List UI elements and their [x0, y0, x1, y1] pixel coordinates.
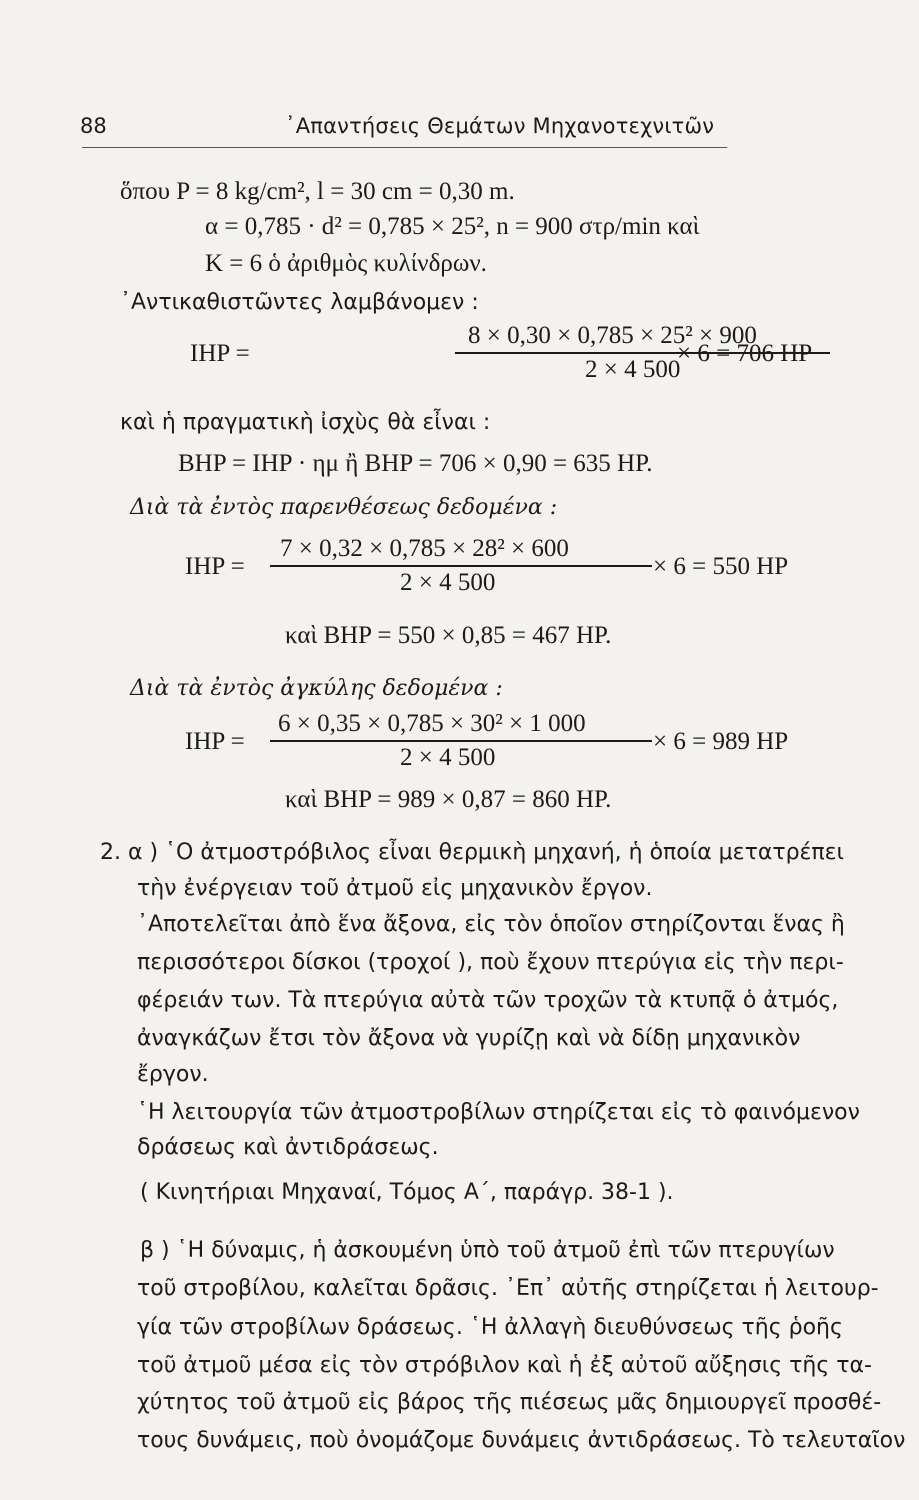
formula-numerator: 6 × 0,35 × 0,785 × 30² × 1 000	[278, 710, 586, 737]
bhp-line-1: BHP = IHP · ημ ἢ BHP = 706 × 0,90 = 635 HP.	[178, 450, 653, 477]
text-line: τὴν ἐνέργειαν τοῦ ἀτμοῦ εἰς μηχανικὸν ἔργον.	[137, 876, 653, 901]
formula-result: × 6 = 550 HP	[653, 553, 789, 580]
text-line: 2. α ) ῾Ο ἀτμοστρόβιλος εἶναι θερμικὴ μηχανή, ἡ ὁποία μετατρέπει	[100, 840, 845, 865]
ihp-formula-1	[190, 324, 830, 394]
bhp-line-3: καὶ BHP = 989 × 0,87 = 860 HP.	[285, 786, 612, 813]
text-line: φέρειάν των. Τὰ πτερύγια αὐτὰ τῶν τροχῶν τὰ κτυπᾷ ὁ ἀτμός,	[137, 988, 839, 1013]
text-line: β ) ῾Η δύναμις, ἡ ἀσκουμένη ὑπὸ τοῦ ἀτμοῦ ἐπὶ τῶν πτερυγίων	[140, 1238, 835, 1263]
substituting-text: ᾿Αντικαθιστῶντες λαμβάνομεν :	[120, 290, 479, 315]
text-line: ἔργον.	[137, 1062, 209, 1087]
formula-numerator: 8 × 0,30 × 0,785 × 25² × 900	[468, 322, 757, 349]
text-line: περισσότεροι δίσκοι (τροχοί ), ποὺ ἔχουν πτερύγια εἰς τὴν περι-	[137, 950, 844, 975]
text-line: τοῦ ἀτμοῦ μέσα εἰς τὸν στρόβιλον καὶ ἡ ἐξ αὐτοῦ αὔξησις τῆς τα-	[137, 1353, 872, 1378]
ihp-formula-2	[185, 537, 825, 607]
fraction-bar	[270, 565, 652, 567]
header-rule	[82, 147, 727, 148]
text-line: τους δυνάμεις, ποὺ ὀνομάζομε δυνάμεις ἀντιδράσεως. Τὸ τελευταῖον	[137, 1428, 906, 1453]
formula-numerator: 7 × 0,32 × 0,785 × 28² × 600	[280, 535, 569, 562]
parentheses-data-heading: Διὰ τὰ ἐντὸς παρενθέσεως δεδομένα :	[130, 495, 558, 520]
page-header	[0, 108, 919, 148]
given-values-line-2: α = 0,785 · d² = 0,785 × 25², n = 900 στρ/min καὶ	[205, 213, 700, 240]
formula-denominator: 2 × 4 500	[400, 744, 496, 771]
text-line: ἀναγκάζων ἔτσι τὸν ἄξονα νὰ γυρίζῃ καὶ νὰ δίδῃ μηχανικὸν	[137, 1026, 801, 1051]
page-number: 88	[80, 114, 107, 138]
actual-power-text: καὶ ἡ πραγματικὴ ἰσχὺς θὰ εἶναι :	[120, 410, 491, 435]
formula-lhs: IHP =	[185, 553, 245, 580]
formula-denominator: 2 × 4 500	[585, 356, 681, 383]
running-title: ᾿Απαντήσεις Θεμάτων Μηχανοτεχνιτῶν	[285, 114, 715, 138]
fraction-bar	[270, 740, 652, 742]
brackets-data-heading: Διὰ τὰ ἐντὸς ἀγκύλης δεδομένα :	[130, 676, 503, 701]
ihp-formula-3	[185, 712, 825, 782]
given-values-line-3: K = 6 ὁ ἀριθμὸς κυλίνδρων.	[205, 250, 487, 277]
formula-lhs: IHP =	[190, 340, 250, 367]
text-line: ᾿Αποτελεῖται ἀπὸ ἕνα ἄξονα, εἰς τὸν ὁποῖον στηρίζονται ἕνας ἢ	[137, 912, 845, 937]
text-line: δράσεως καὶ ἀντιδράσεως.	[137, 1135, 439, 1160]
text-line: ῾Η λειτουργία τῶν ἀτμοστροβίλων στηρίζεται εἰς τὸ φαινόμενον	[137, 1100, 860, 1125]
given-values-line-1: ὅπου P = 8 kg/cm², l = 30 cm = 0,30 m.	[120, 178, 515, 205]
formula-denominator: 2 × 4 500	[400, 569, 496, 596]
formula-lhs: IHP =	[185, 728, 245, 755]
formula-result: × 6 = 989 HP	[653, 728, 789, 755]
formula-result: × 6 = 706 HP	[677, 340, 813, 367]
reference-line: ( Κινητήριαι Μηχαναί, Τόμος Α΄, παράγρ. 38-1 ).	[140, 1180, 674, 1205]
text-line: χύτητος τοῦ ἀτμοῦ εἰς βάρος τῆς πιέσεως μᾶς δημιουργεῖ προσθέ-	[137, 1390, 882, 1415]
text-line: τοῦ στροβίλου, καλεῖται δρᾶσις. ᾿Επ᾿ αὐτῆς στηρίζεται ἡ λειτουρ-	[137, 1276, 879, 1301]
bhp-line-2: καὶ BHP = 550 × 0,85 = 467 HP.	[285, 622, 612, 649]
text-line: γία τῶν στροβίλων δράσεως. ῾Η ἀλλαγὴ διευθύνσεως τῆς ῥοῆς	[137, 1315, 843, 1340]
